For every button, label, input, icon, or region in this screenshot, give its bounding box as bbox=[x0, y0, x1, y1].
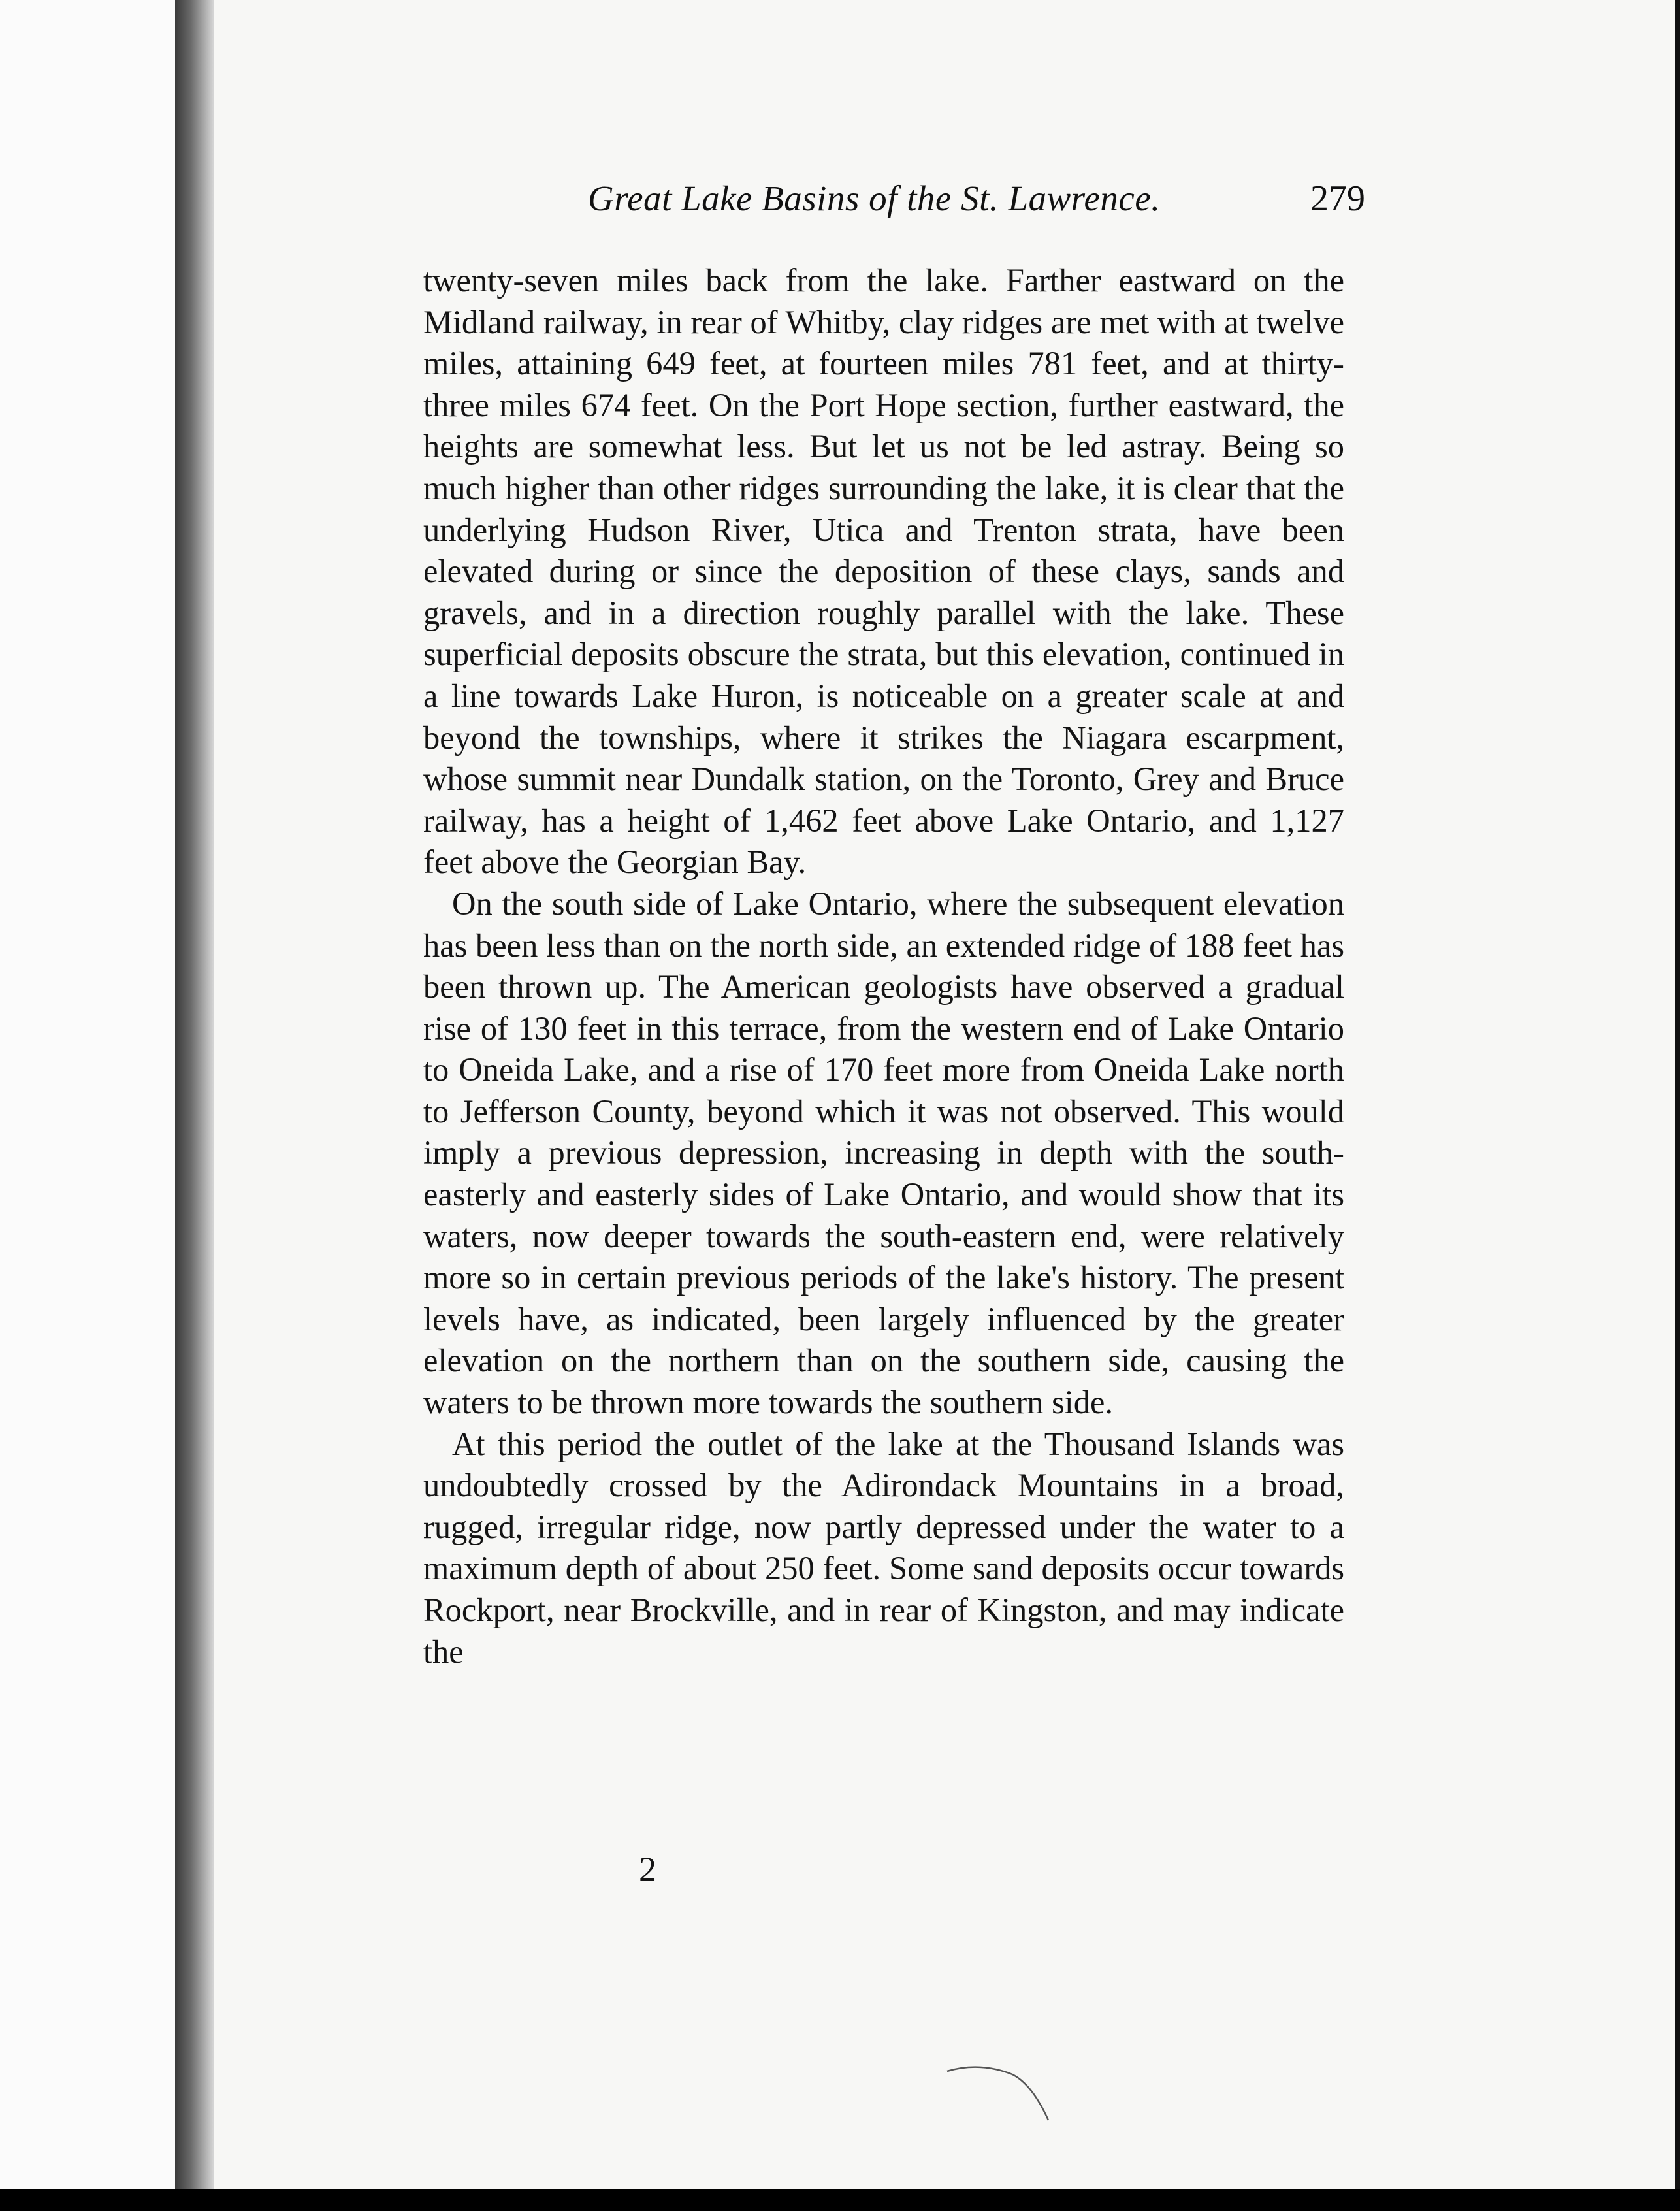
right-scan-edge bbox=[1675, 0, 1680, 2189]
bottom-scan-edge bbox=[0, 2189, 1680, 2211]
body-text bbox=[423, 260, 1344, 1673]
page-number: 279 bbox=[1310, 178, 1365, 219]
running-title: Great Lake Basins of the St. Lawrence. bbox=[588, 178, 1161, 218]
paragraph-1: twenty-seven miles back from the lake. Farther eastward on the Midland railway, in rear of Whitby, clay ridges are met with at twelve miles, attaining 649 feet, at fourteen miles 781 feet, and at thirty-three miles 674 feet. On the Port Hope section, further eastward, the heights are somewhat less. But let us not be led astray. Being so much higher than other ridges surrounding the lake, it is clear that the underlying Hudson River, Utica and Trenton strata, have been elevated during or since the deposition of these clays, sands and gravels, and in a direction roughly parallel with the lake. These superficial deposits obscure the strata, but this elevation, continued in a line towards Lake Huron, is noticeable on a greater scale at and beyond the townships, where it strikes the Niagara escarpment, whose summit near Dundalk station, on the Toronto, Grey and Bruce railway, has a height of 1,462 feet above Lake Ontario, and 1,127 feet above the Georgian Bay. bbox=[423, 262, 1344, 881]
left-page-edge bbox=[0, 0, 175, 2189]
book-gutter bbox=[175, 0, 214, 2189]
page-header bbox=[588, 178, 1365, 237]
paragraph-3: At this period the outlet of the lake at the Thousand Islands was undoubtedly crossed by the Adirondack Mountains in a broad, rugged, irregular ridge, now partly depressed under the water to a maximum depth of about 250 feet. Some sand deposits occur towards Rockport, near Brockville, and in rear of Kingston, and may indicate the bbox=[423, 1425, 1344, 1670]
paragraph-2: On the south side of Lake Ontario, where the subsequent elevation has been less than on the north side, an extended ridge of 188 feet has been thrown up. The American geologists have observed a gradual rise of 130 feet in this terrace, from the western end of Lake Ontario to Oneida Lake, and a rise of 170 feet more from Oneida Lake north to Jefferson County, beyond which it was not observed. This would imply a previous depression, increasing in depth with the south-easterly and easterly sides of Lake Ontario, and would show that its waters, now deeper towards the south-eastern end, were relatively more so in certain previous periods of the lake's history. The present levels have, as indicated, been largely influenced by the greater elevation on the northern than on the southern side, causing the waters to be thrown more towards the southern side. bbox=[423, 885, 1344, 1421]
signature-mark: 2 bbox=[639, 1850, 656, 1889]
ink-smudge-mark bbox=[941, 2058, 1071, 2137]
